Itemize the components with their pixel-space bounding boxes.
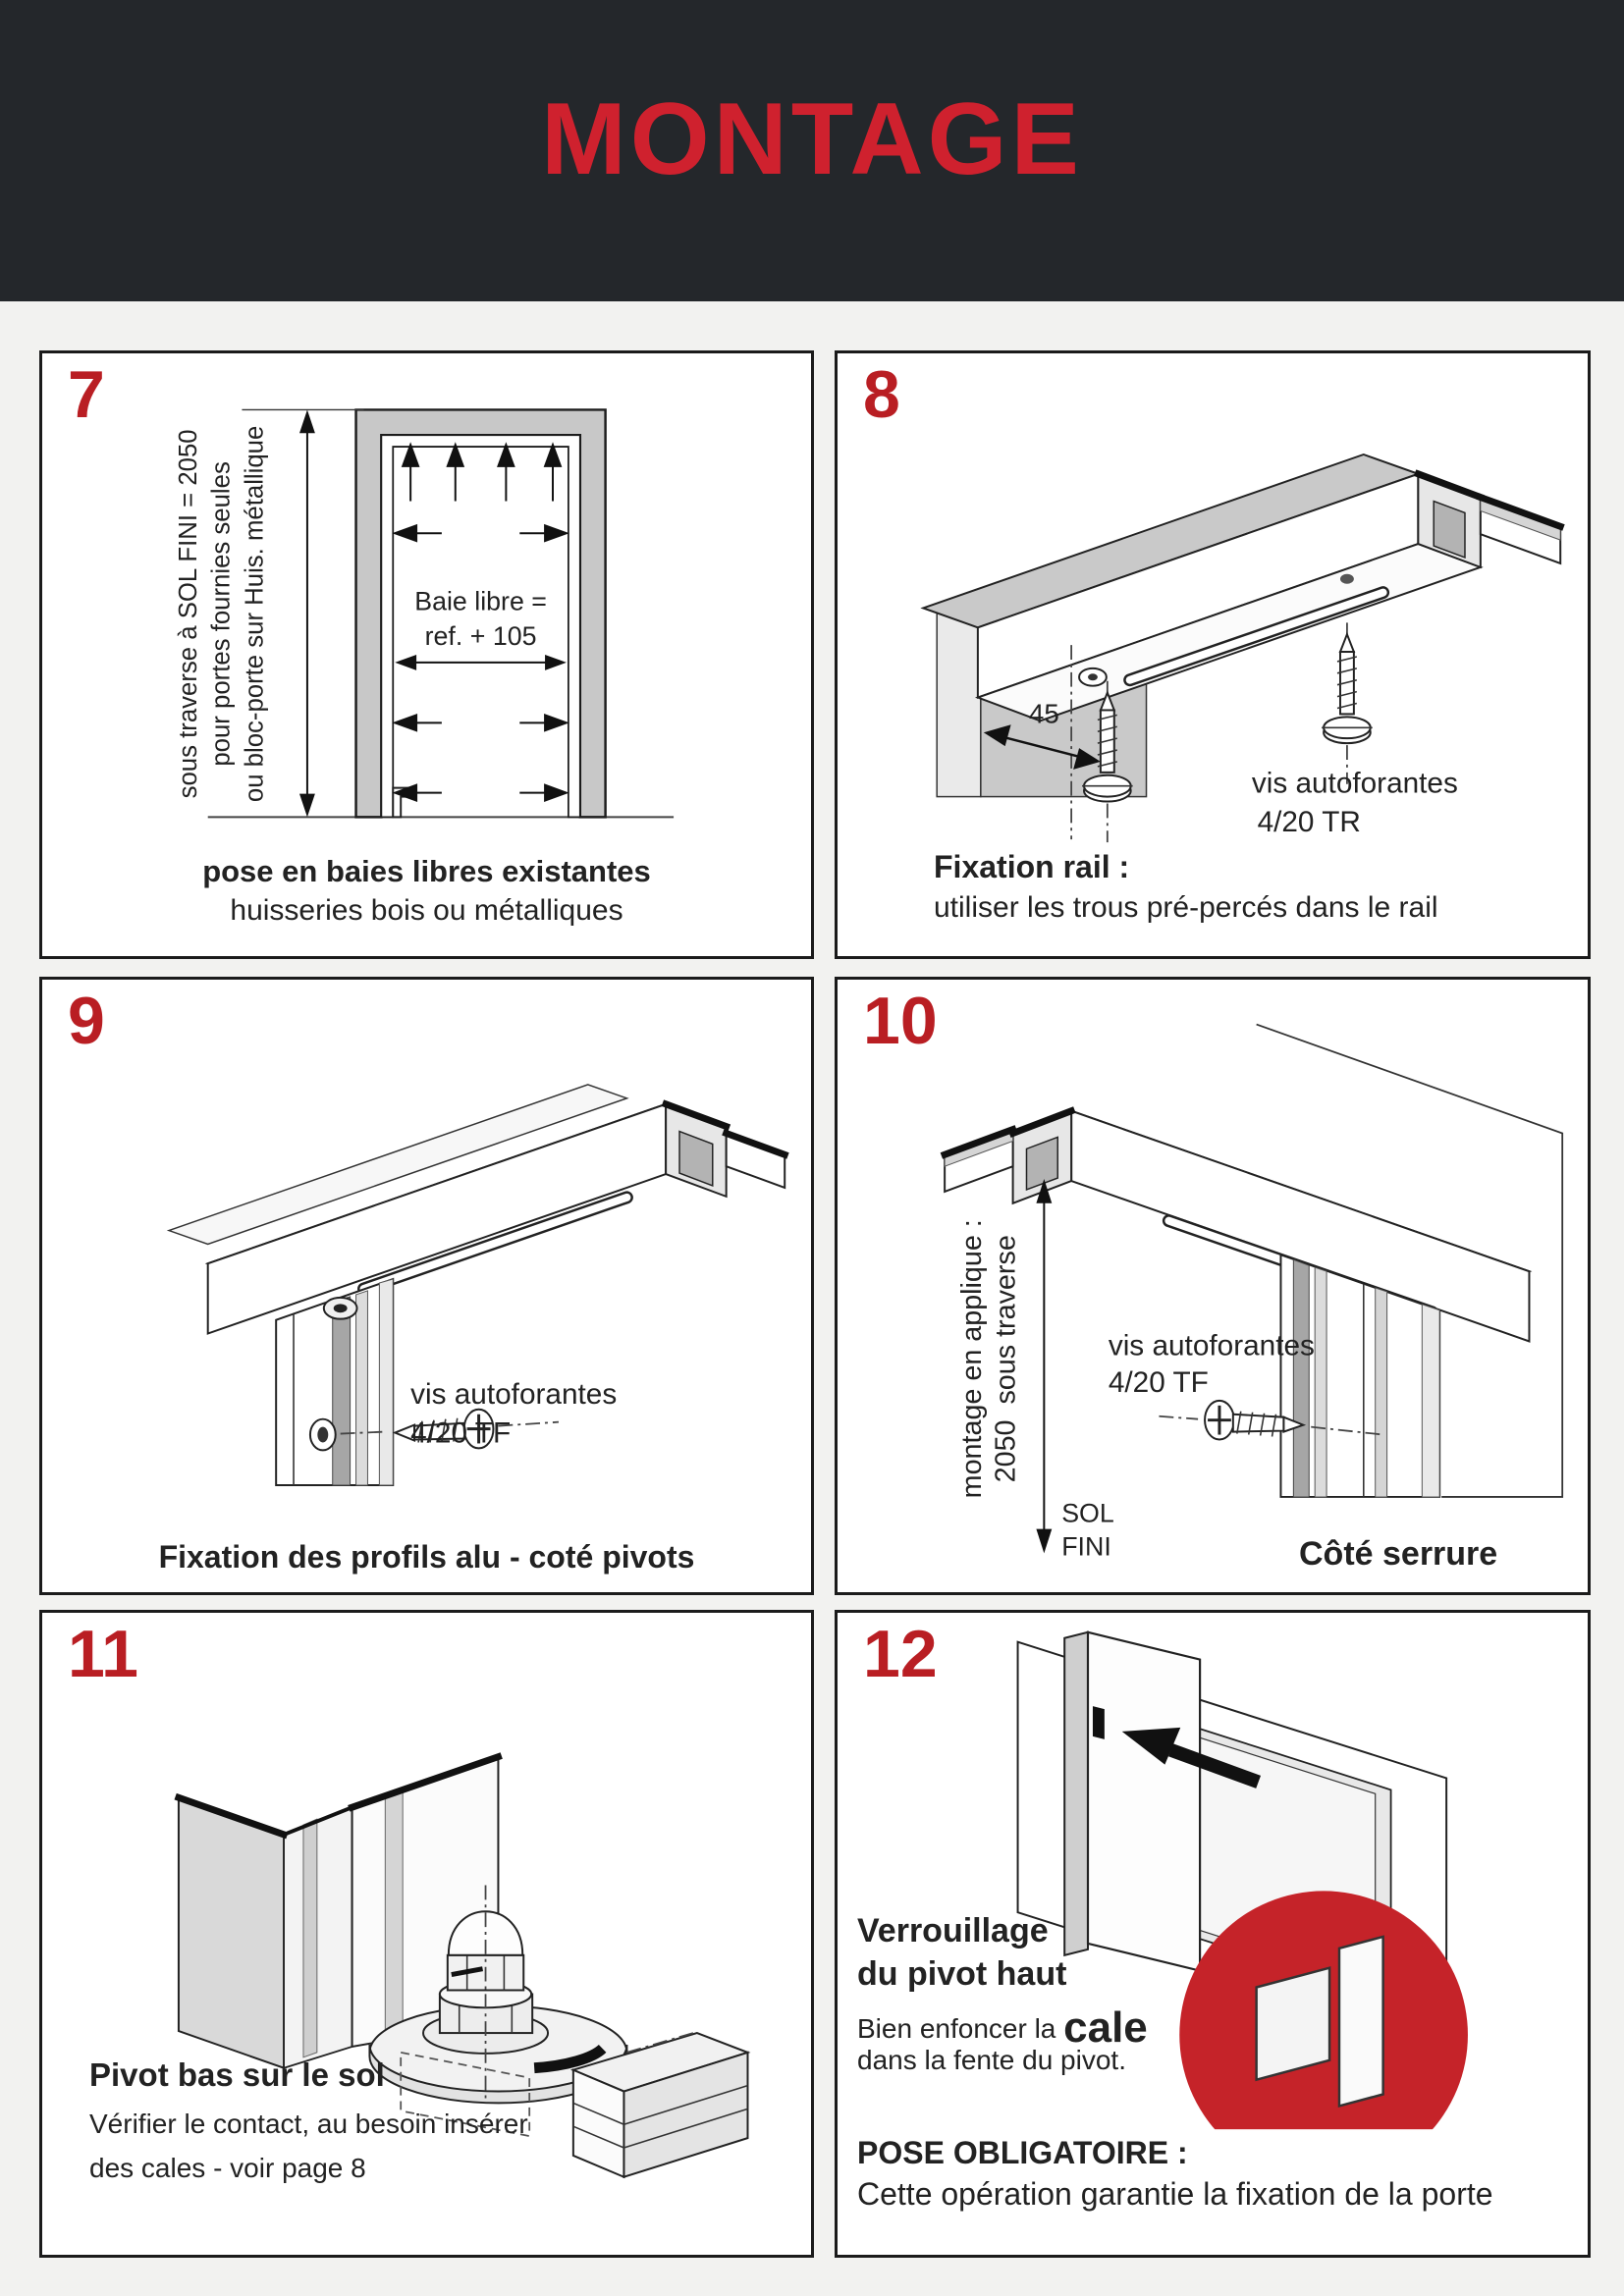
- step-number: 8: [863, 357, 900, 432]
- wall-edge: [937, 606, 981, 796]
- seated-screw: [324, 1298, 357, 1319]
- panel-caption-bold: Pivot bas sur le sol: [89, 2056, 385, 2093]
- panel-caption-bold: Côté serrure: [1299, 1535, 1498, 1573]
- screw-label-line2: 4/20 TF: [1108, 1365, 1209, 1399]
- offset-dimension-label: 45: [1028, 698, 1059, 729]
- floor-label-line1: SOL: [1061, 1498, 1114, 1528]
- pose-text: Cette opération garantie la fixation de la porte: [857, 2176, 1493, 2212]
- height-dimension-arrow: [1036, 1179, 1052, 1553]
- panel-caption: utiliser les trous pré-percés dans le rail: [934, 891, 1438, 924]
- subtitle-line1: Verrouillage: [857, 1912, 1049, 1949]
- screw-label-line1: vis autoforantes: [1251, 767, 1458, 800]
- panel-step-12: [835, 1610, 1591, 2258]
- rotated-note-1: montage en applique :: [955, 1219, 988, 1499]
- screw-label-line1: vis autoforantes: [410, 1377, 618, 1411]
- panel-caption-line1: Vérifier le contact, au besoin insérer: [89, 2109, 528, 2139]
- self-drilling-screw-right: [1322, 622, 1373, 783]
- panel-step-10: [835, 977, 1591, 1595]
- rotated-note-2: 2050 sous traverse: [990, 1235, 1022, 1483]
- pose-bold: POSE OBLIGATOIRE :: [857, 2135, 1188, 2170]
- panel-caption-bold: Fixation rail :: [934, 849, 1130, 884]
- page-title: MONTAGE: [541, 82, 1083, 196]
- page-header: [0, 0, 1624, 301]
- rotated-note-3: ou bloc-porte sur Huis. métallique: [241, 425, 269, 803]
- screw-label-line1: vis autoforantes: [1108, 1329, 1315, 1362]
- door-leaf: [1064, 1632, 1200, 1971]
- step-number: 12: [863, 1617, 938, 1691]
- body-line2: dans la fente du pivot.: [857, 2045, 1126, 2075]
- baie-libre-label: Baie libre =: [414, 586, 547, 616]
- rotated-note-1: sous traverse à SOL FINI = 2050: [174, 429, 202, 799]
- panel-caption: huisseries bois ou métalliques: [230, 894, 623, 927]
- floor-label-line2: FINI: [1061, 1531, 1111, 1562]
- pilot-hole-center: [317, 1427, 328, 1443]
- baie-libre-value: ref. + 105: [424, 621, 537, 652]
- step-number: 7: [68, 357, 105, 432]
- panel-step-7: [39, 350, 814, 959]
- step-number: 11: [68, 1617, 138, 1691]
- rotated-note-2: pour portes fournies seules: [207, 461, 236, 767]
- profile-fixing-lock-side-diagram: [838, 980, 1588, 1592]
- panel-caption-bold: pose en baies libres existantes: [202, 854, 651, 888]
- profile-fixing-pivot-side-diagram: [42, 980, 811, 1592]
- panel-step-9: [39, 977, 814, 1595]
- panel-caption-line2: des cales - voir page 8: [89, 2153, 366, 2183]
- predrilled-hole-center: [1088, 673, 1098, 680]
- cale-emphasis: cale: [1063, 2003, 1148, 2052]
- up-arrows-icon: [403, 445, 561, 501]
- panel-step-8: [835, 350, 1591, 959]
- panel-step-11: [39, 1610, 814, 2258]
- pivot-slot: [1093, 1706, 1105, 1739]
- body-text: Bien enfoncer la: [857, 2013, 1064, 2044]
- screw-label-line2: 4/20 TR: [1257, 806, 1361, 839]
- predrilled-hole-2: [1340, 574, 1354, 584]
- width-dimension-arrow: [395, 655, 567, 670]
- panel-caption-bold: Fixation des profils alu - coté pivots: [158, 1539, 695, 1575]
- screw-label-line2: 4/20 TF: [410, 1416, 512, 1450]
- step-number: 9: [68, 984, 105, 1058]
- subtitle-line2: du pivot haut: [857, 1955, 1067, 1993]
- step-number: 10: [863, 984, 938, 1058]
